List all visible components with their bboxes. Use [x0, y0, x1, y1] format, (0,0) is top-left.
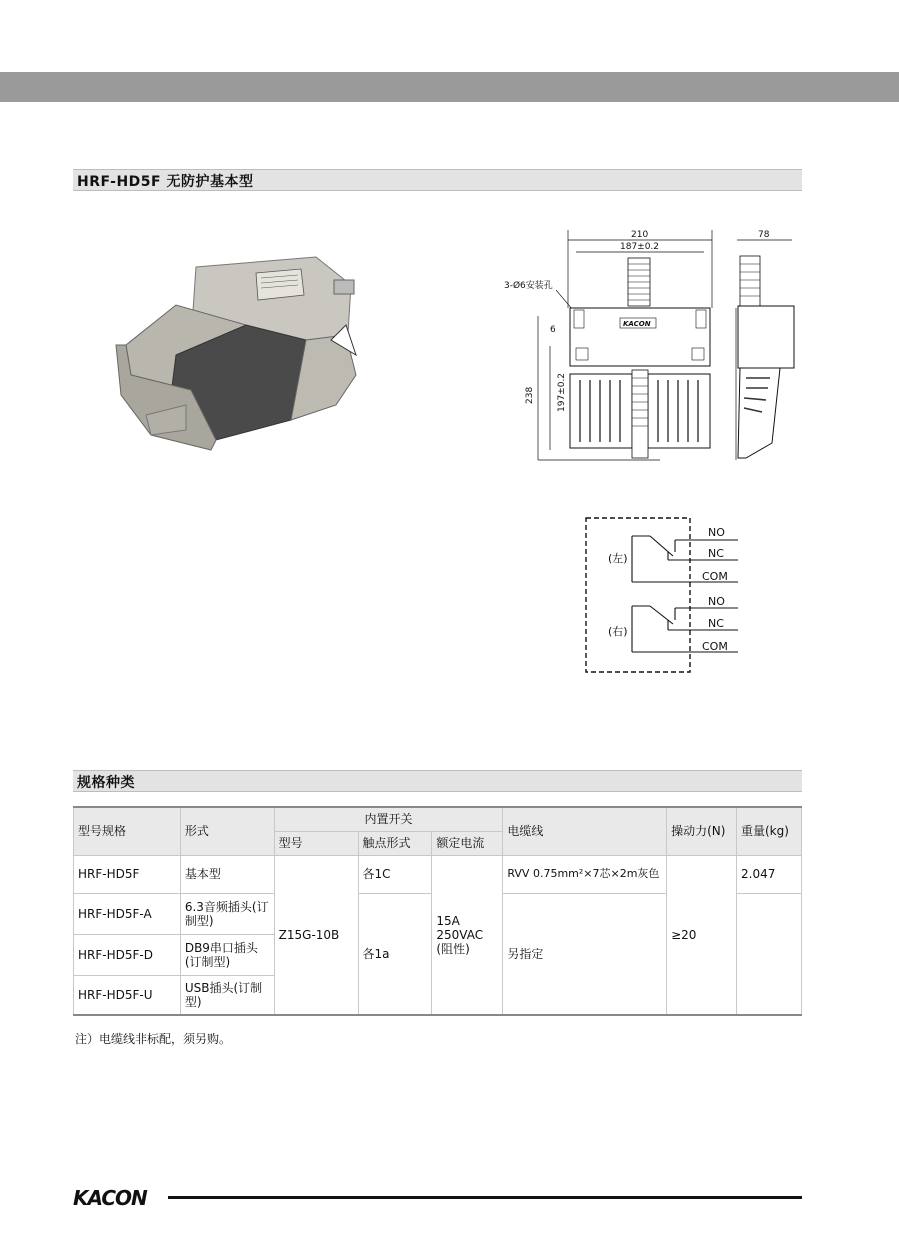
dim-height-outer: 238: [525, 386, 535, 404]
circuit-right-label: (右): [608, 625, 628, 638]
cell-cable-2: 另指定: [503, 893, 667, 1015]
header-contact: 触点形式: [358, 831, 432, 855]
table-row: [74, 855, 802, 893]
section-header-specs: [73, 770, 802, 792]
circuit-right-no: NO: [708, 595, 725, 608]
spec-table: [73, 806, 802, 1016]
header-weight: 重量(kg): [737, 807, 802, 855]
cell-switch-model: Z15G-10B: [274, 855, 358, 1015]
dim-small: 6: [550, 325, 556, 335]
dim-height-inner: 197±0.2: [557, 372, 567, 412]
cell-form: 基本型: [180, 855, 274, 893]
header-current: 额定电流: [432, 831, 503, 855]
section-header-model: [73, 169, 802, 191]
cell-force: ≥20: [667, 855, 737, 1015]
top-banner: [0, 72, 899, 102]
header-cable: 电缆线: [503, 807, 667, 855]
header-switch: 内置开关: [274, 807, 503, 831]
cell-form: DB9串口插头(订制型): [180, 934, 274, 975]
dim-width-outer: 210: [631, 230, 649, 240]
drawing-brand: KACON: [623, 320, 651, 328]
circuit-left-label: (左): [608, 552, 628, 565]
cell-form: USB插头(订制型): [180, 975, 274, 1015]
cell-cable-1: RVV 0.75mm²×7芯×2m灰色: [503, 855, 667, 893]
brand-logo: KACON: [73, 1186, 147, 1210]
cell-model: HRF-HD5F: [74, 855, 181, 893]
circuit-left-nc: NC: [708, 547, 724, 560]
cell-contact-1: 各1C: [358, 855, 432, 893]
header-force: 操动力(N): [667, 807, 737, 855]
footer-rule: [168, 1196, 802, 1199]
header-switch-model: 型号: [274, 831, 358, 855]
cell-weight-2: [737, 893, 802, 1015]
circuit-right-com: COM: [702, 640, 728, 653]
cell-model: HRF-HD5F-A: [74, 893, 181, 934]
dimension-drawing: [500, 228, 810, 468]
dim-width-inner: 187±0.2: [620, 242, 660, 252]
cell-model: HRF-HD5F-D: [74, 934, 181, 975]
circuit-right-nc: NC: [708, 617, 724, 630]
cell-contact-2: 各1a: [358, 893, 432, 1015]
cell-current: 15A 250VAC (阻性): [432, 855, 503, 1015]
section-title: 规格种类: [77, 775, 135, 791]
dim-depth: 78: [758, 230, 770, 240]
circuit-diagram: [580, 512, 750, 682]
circuit-left-no: NO: [708, 526, 725, 539]
section-title: HRF-HD5F 无防护基本型: [77, 174, 254, 190]
cell-model: HRF-HD5F-U: [74, 975, 181, 1015]
cell-weight-1: 2.047: [737, 855, 802, 893]
header-model: 型号规格: [74, 807, 181, 855]
product-photo: [106, 245, 376, 460]
cell-form: 6.3音频插头(订制型): [180, 893, 274, 934]
circuit-left-com: COM: [702, 570, 728, 583]
header-form: 形式: [180, 807, 274, 855]
footnote: 注）电缆线非标配，须另购。: [75, 1032, 232, 1046]
dim-mount-holes: 3-Ø6安装孔: [504, 281, 553, 291]
